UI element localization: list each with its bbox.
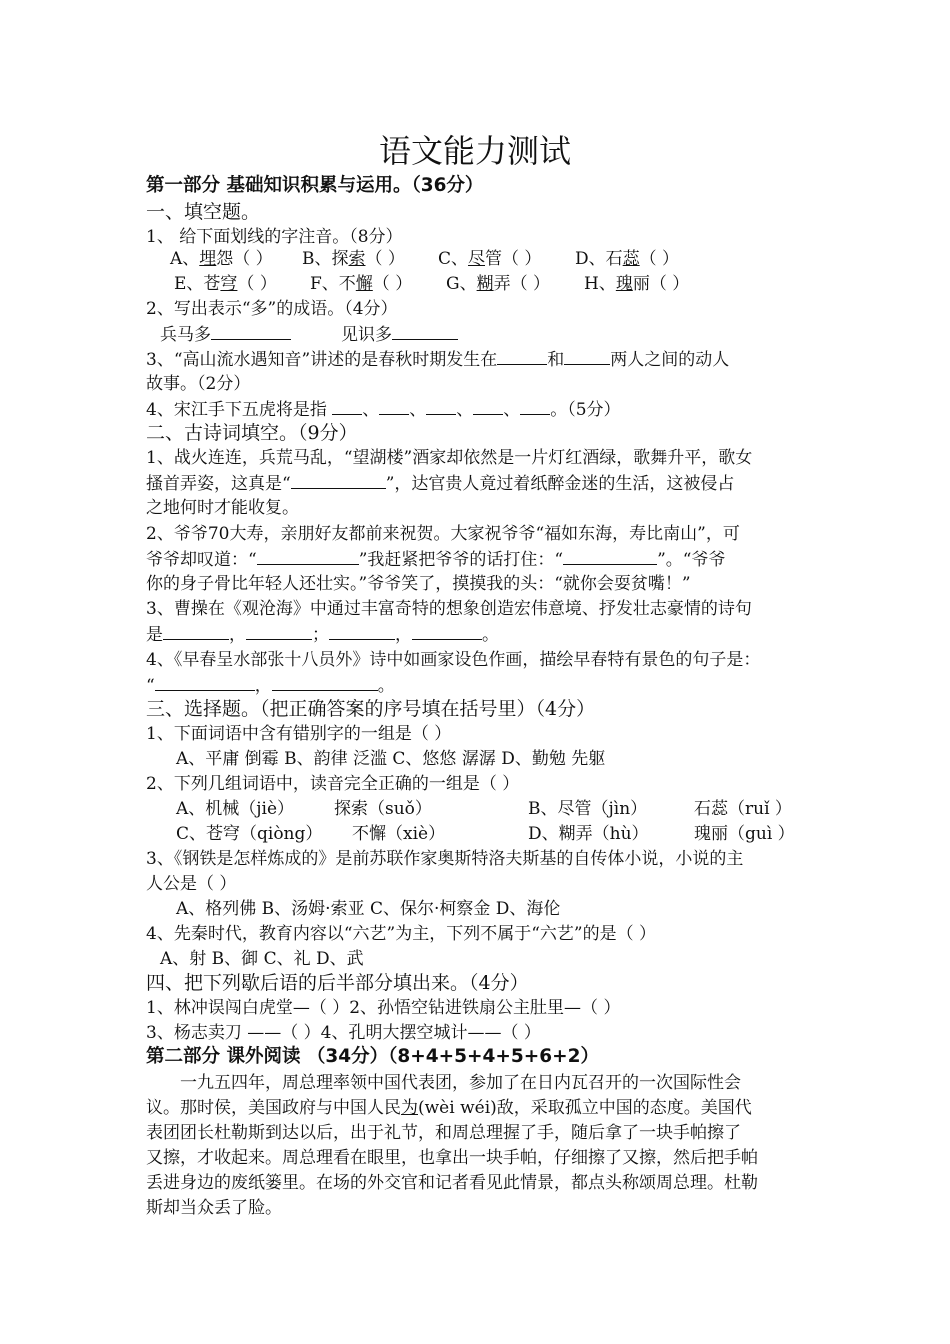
q3-line1: 3、“高山流水遇知音”讲述的是春秋时期发生在 和 两人之间的动人 — [146, 347, 816, 372]
option-a: A、埋怨（ ） — [170, 249, 273, 269]
section4-heading: 四、把下列歇后语的后半部分填出来。（4分） — [146, 972, 529, 994]
poem-q3-line1: 3、曹操在《观沧海》中通过丰富奇特的想象创造宏伟意境、抒发壮志豪情的诗句 — [146, 599, 752, 619]
poem-q2-line3: 你的身子骨比年轻人还壮实。”爷爷笑了，摸摸我的头：“就你会耍贫嘴！” — [146, 574, 691, 594]
reading-line3: 表团团长杜勒斯到达以后，出于礼节，和周总理握了手，随后拿了一块手帕擦了 — [146, 1123, 741, 1143]
poem-q1-line1: 1、战火连连，兵荒马乱，“望湖楼”酒家却依然是一片灯红酒绿，歌舞升平，歌女 — [146, 448, 753, 468]
blank — [392, 322, 458, 340]
poem-q1-line2: 搔首弄姿，这真是“ ”，达官贵人竟过着纸醉金迷的生活，这被侵占 — [146, 471, 816, 496]
blank — [426, 397, 456, 415]
blank — [473, 397, 503, 415]
choice-q1-stem: 1、下面词语中含有错别字的一组是（ ） — [146, 724, 452, 744]
reading-line6: 斯却当众丢了脸。 — [146, 1198, 282, 1218]
q2-stem: 2、写出表示“多”的成语。（4分） — [146, 299, 398, 319]
pinyin-row-1 — [170, 247, 840, 271]
part1-heading: 第一部分 基础知识积累与运用。（36分） — [146, 175, 484, 196]
poem-q2-line1: 2、爷爷70大寿，亲朋好友都前来祝贺。大家祝爷爷“福如东海，寿比南山”，可 — [146, 524, 740, 544]
idiom-prompt-a: 兵马多 — [160, 325, 211, 345]
blank — [163, 622, 229, 640]
poem-q2-line2: 爷爷却叹道：“ ”我赶紧把爷爷的话打住：“ ”。“爷爷 — [146, 547, 816, 572]
blank — [520, 397, 550, 415]
option-h: H、瑰丽（ ） — [584, 274, 690, 294]
choice-q1-options: A、平庸 倒霉 B、韵律 泛滥 C、悠悠 潺潺 D、勤勉 先躯 — [176, 749, 606, 769]
reading-line1: 一九五四年，周总理率领中国代表团，参加了在日内瓦召开的一次国际性会 — [180, 1073, 741, 1093]
blank — [379, 397, 409, 415]
pinyin-row-2 — [174, 272, 844, 296]
blank — [563, 547, 657, 565]
option-c: C、尽管（ ） — [438, 249, 542, 269]
blank — [329, 622, 395, 640]
blank — [246, 622, 312, 640]
blank — [155, 673, 255, 691]
poem-q4-line2: “ ， 。 — [146, 673, 816, 698]
q3-line2: 故事。（2分） — [146, 374, 251, 394]
blank — [211, 322, 291, 340]
proverb-line1: 1、林冲误闯白虎堂—（ ）2、孙悟空钻进铁扇公主肚里—（ ） — [146, 998, 621, 1018]
blank — [412, 622, 482, 640]
blank — [291, 471, 386, 489]
q2-answers — [160, 322, 830, 347]
part2-heading: 第二部分 课外阅读 （34分）（8+4+5+4+5+6+2） — [146, 1046, 599, 1067]
proverb-line2: 3、杨志卖刀 ——（ ）4、孔明大摆空城计——（ ） — [146, 1023, 541, 1043]
choice-q4-stem: 4、先秦时代，教育内容以“六艺”为主，下列不属于“六艺”的是（ ） — [146, 924, 656, 944]
q4-line: 4、宋江手下五虎将是指 、 、 、 、 。（5分） — [146, 397, 816, 422]
option-b: B、探索（ ） — [302, 249, 405, 269]
blank — [564, 347, 610, 365]
choice-q2-stem: 2、下列几组词语中，读音完全正确的一组是（ ） — [146, 774, 520, 794]
section1-heading: 一、填空题。 — [146, 201, 261, 223]
choice-q2-row1: A、机械（jiè） 探索（suǒ） B、尽管（jìn） 石蕊（ruǐ ） — [176, 799, 792, 819]
section3-heading: 三、选择题。（把正确答案的序号填在括号里）（4分） — [146, 698, 596, 720]
poem-q4-line1: 4、《早春呈水部张十八员外》诗中如画家设色作画，描绘早春特有景色的句子是： — [146, 650, 761, 670]
reading-line2: 议。那时侯，美国政府与中国人民为(wèi wéi)敌，采取孤立中国的态度。美国代 — [146, 1098, 752, 1118]
choice-q4-options: A、射 B、御 C、礼 D、武 — [160, 949, 364, 969]
poem-q1-line3: 之地何时才能收复。 — [146, 498, 299, 518]
blank — [497, 347, 547, 365]
page-title: 语文能力测试 — [378, 132, 571, 170]
option-e: E、苍穹（ ） — [174, 274, 277, 294]
blank — [332, 397, 362, 415]
choice-q3-line2: 人公是（ ） — [146, 874, 237, 894]
option-f: F、不懈（ ） — [310, 274, 413, 294]
idiom-prompt-b: 见识多 — [341, 325, 392, 345]
option-d: D、石蕊（ ） — [575, 249, 680, 269]
reading-line5: 丢进身边的废纸篓里。在场的外交官和记者看见此情景，都点头称颂周总理。杜勒 — [146, 1173, 758, 1193]
choice-q2-row2: C、苍穹（qiòng） 不懈（xiè） D、糊弄（hù） 瑰丽（guì ） — [176, 824, 795, 844]
q1-stem: 1、 给下面划线的字注音。（8分） — [146, 227, 403, 247]
choice-q3-options: A、格列佛 B、汤姆·索亚 C、保尔·柯察金 D、海伦 — [176, 899, 561, 919]
blank — [257, 547, 359, 565]
section2-heading: 二、古诗词填空。（9分） — [146, 422, 358, 444]
choice-q3-line1: 3、《钢铁是怎样炼成的》是前苏联作家奥斯特洛夫斯基的自传体小说，小说的主 — [146, 849, 744, 869]
blank — [272, 673, 378, 691]
poem-q3-line2: 是 ， ； ， 。 — [146, 622, 816, 647]
option-g: G、糊弄（ ） — [446, 274, 550, 294]
reading-line4: 又擦，才收起来。周总理看在眼里，也拿出一块手帕，仔细擦了又擦，然后把手帕 — [146, 1148, 758, 1168]
